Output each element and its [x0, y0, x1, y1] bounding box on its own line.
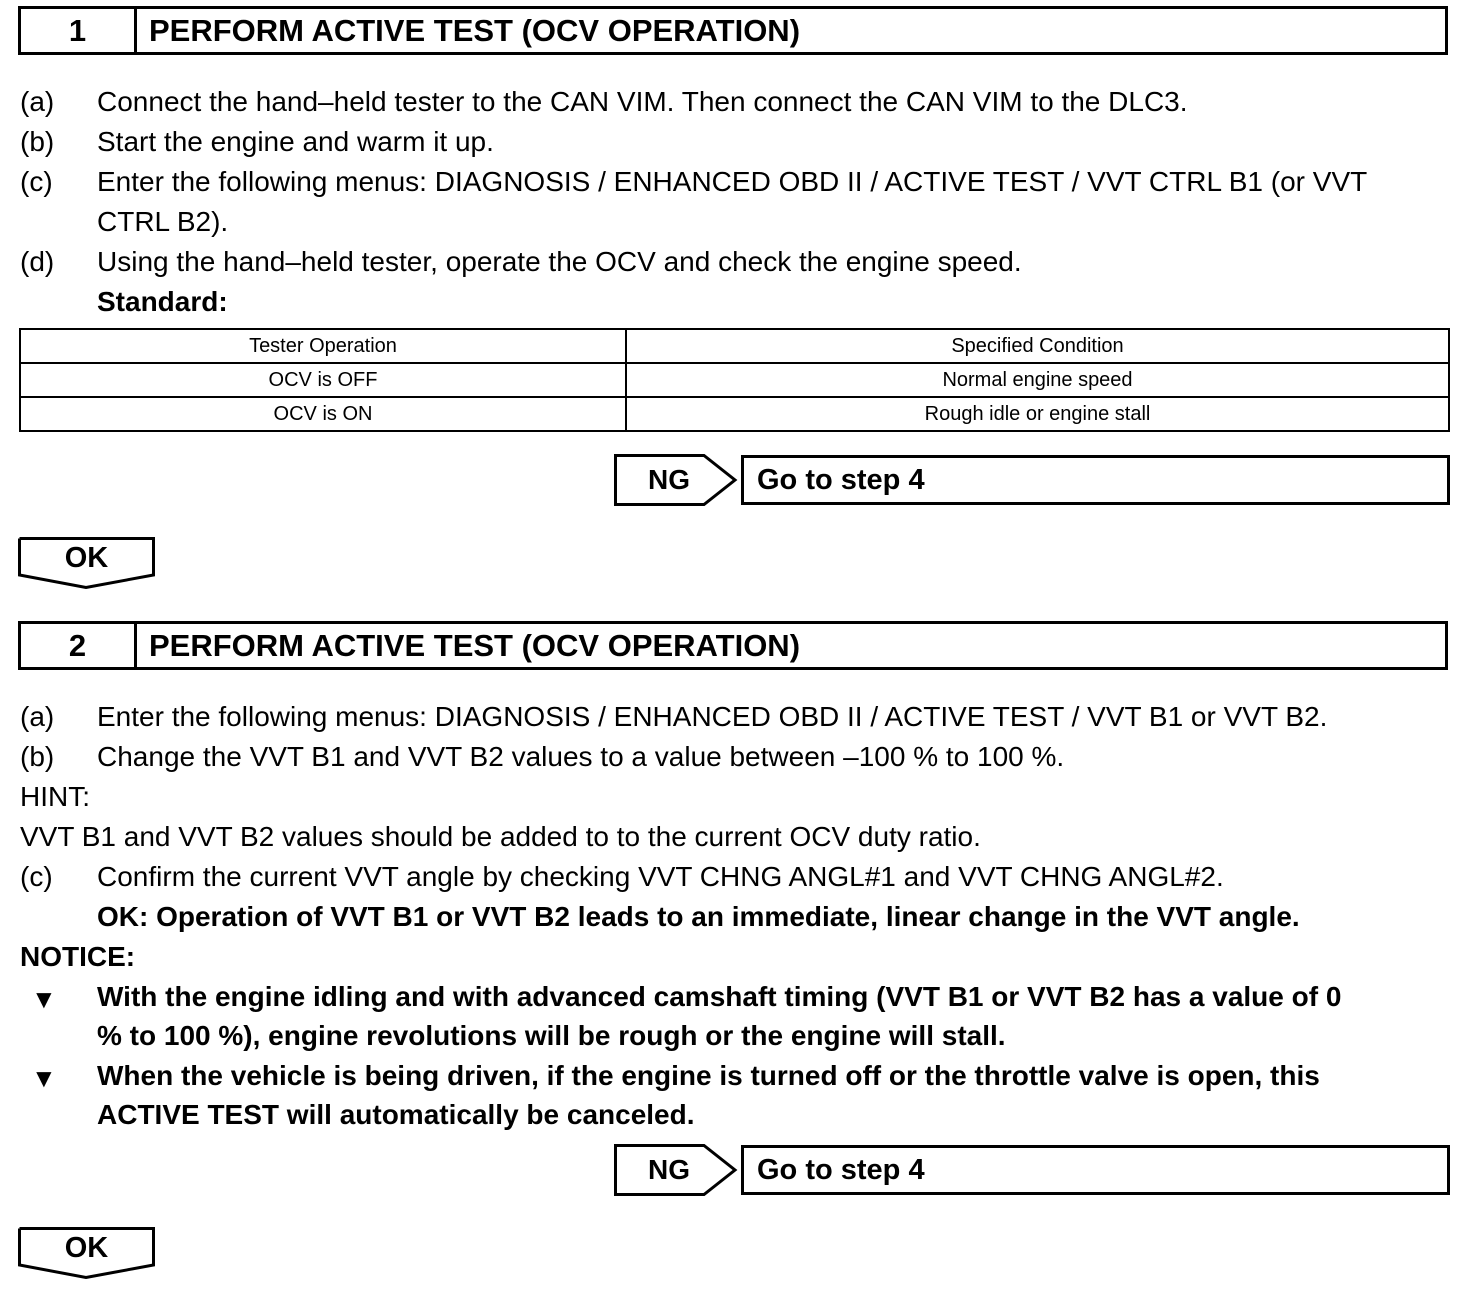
step-1-header	[18, 6, 1448, 55]
table-row	[20, 363, 1449, 397]
item-label: (d)	[20, 246, 55, 277]
ok-branch-box	[18, 1227, 155, 1279]
item-text: Connect the hand–held tester to the CAN VIM. Then connect the CAN VIM to the DLC3.	[97, 86, 1188, 117]
item-label: (a)	[20, 86, 55, 117]
notice-text-continued: ACTIVE TEST will automatically be canceled.	[97, 1099, 695, 1130]
ng-label: NG	[648, 1154, 690, 1185]
table-cell: OCV is OFF	[20, 363, 626, 397]
table-row	[20, 397, 1449, 431]
item-text: Confirm the current VVT angle by checking VVT CHNG ANGL#1 and VVT CHNG ANGL#2.	[97, 861, 1224, 892]
ok-label: OK	[64, 1232, 109, 1264]
hint-label: HINT:	[20, 781, 90, 812]
notice-text: With the engine idling and with advanced camshaft timing (VVT B1 or VVT B2 has a value of 0	[97, 981, 1342, 1012]
item-label: (b)	[20, 741, 55, 772]
notice-label: NOTICE:	[20, 941, 136, 972]
table-header-cell: Tester Operation	[20, 329, 626, 363]
item-text: Using the hand–held tester, operate the OCV and check the engine speed.	[97, 246, 1022, 277]
hint-text: VVT B1 and VVT B2 values should be added to to the current OCV duty ratio.	[20, 821, 981, 852]
triangle-bullet-icon: ▼	[31, 984, 57, 1014]
step-number: 1	[21, 9, 137, 52]
table-cell: OCV is ON	[20, 397, 626, 431]
item-text: Enter the following menus: DIAGNOSIS / ENHANCED OBD II / ACTIVE TEST / VVT B1 or VVT B2.	[97, 701, 1328, 732]
item-label: (b)	[20, 126, 55, 157]
item-label: (c)	[20, 166, 53, 197]
table-header-cell: Specified Condition	[626, 329, 1449, 363]
step-title: PERFORM ACTIVE TEST (OCV OPERATION)	[149, 12, 801, 48]
step-2-header	[18, 621, 1448, 670]
triangle-bullet-icon: ▼	[31, 1063, 57, 1093]
go-to-step-link[interactable]: Go to step 4	[741, 455, 1450, 505]
step-number: 2	[21, 624, 137, 667]
item-text: Enter the following menus: DIAGNOSIS / ENHANCED OBD II / ACTIVE TEST / VVT CTRL B1 (or VVT	[97, 166, 1368, 197]
table-cell: Normal engine speed	[626, 363, 1449, 397]
notice-text: When the vehicle is being driven, if the engine is turned off or the throttle valve is open, this	[97, 1060, 1320, 1091]
item-text: Start the engine and warm it up.	[97, 126, 494, 157]
ng-branch-box	[614, 454, 739, 506]
standard-table	[19, 328, 1450, 432]
table-cell: Rough idle or engine stall	[626, 397, 1449, 431]
item-text-continued: CTRL B2).	[97, 206, 229, 237]
notice-text-continued: % to 100 %), engine revolutions will be rough or the engine will stall.	[97, 1020, 1006, 1051]
step-title: PERFORM ACTIVE TEST (OCV OPERATION)	[149, 627, 801, 663]
item-label: (c)	[20, 861, 53, 892]
item-label: (a)	[20, 701, 55, 732]
ng-branch-box	[614, 1144, 739, 1196]
standard-label: Standard:	[97, 286, 228, 317]
ok-label: OK	[64, 542, 109, 574]
ng-label: NG	[648, 464, 690, 495]
go-to-step-link[interactable]: Go to step 4	[741, 1145, 1450, 1195]
item-text: Change the VVT B1 and VVT B2 values to a value between –100 % to 100 %.	[97, 741, 1065, 772]
ok-branch-box	[18, 537, 155, 589]
ok-result-text: OK: Operation of VVT B1 or VVT B2 leads to an immediate, linear change in the VVT angle.	[97, 901, 1300, 932]
table-header-row	[20, 329, 1449, 363]
